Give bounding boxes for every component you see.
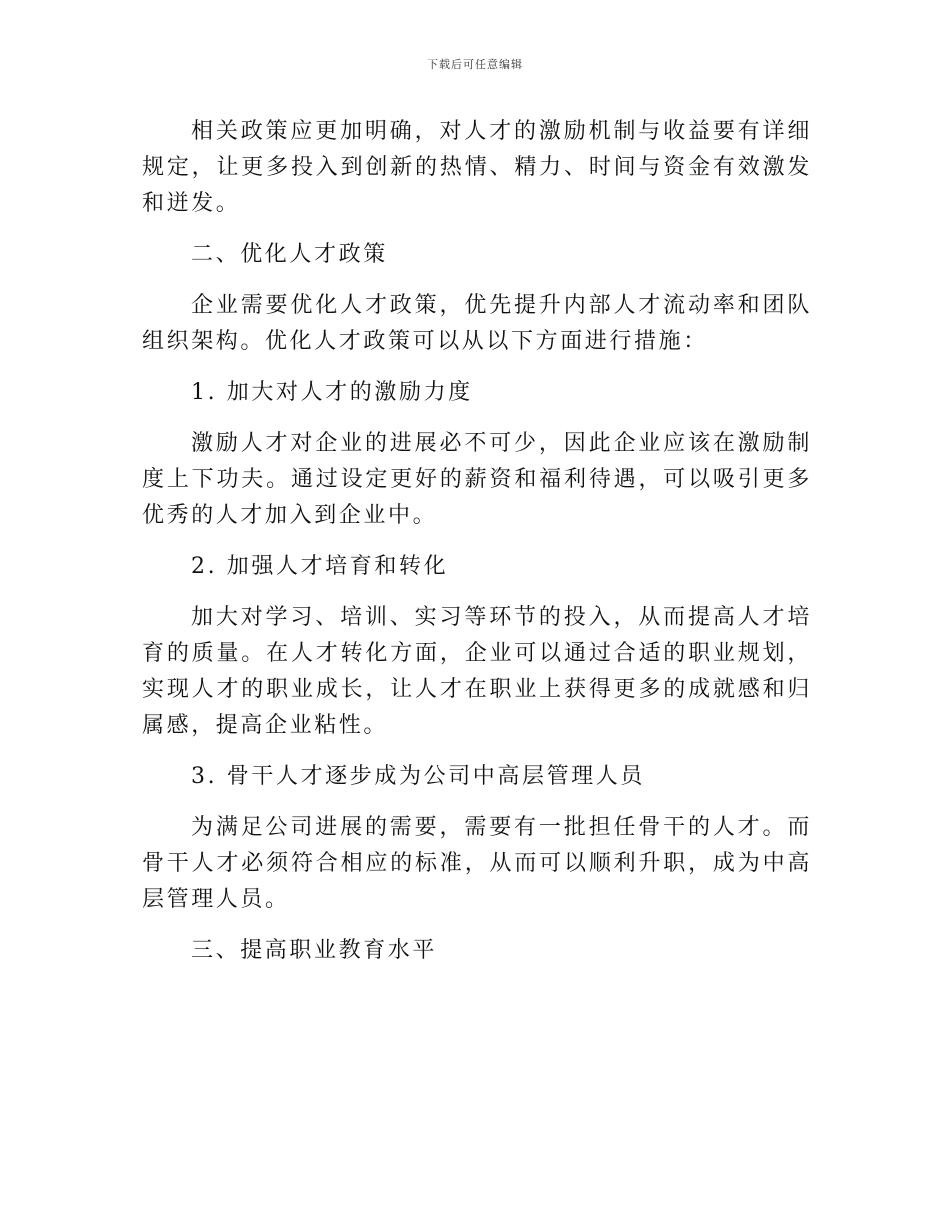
paragraph-policy-clarity: 相关政策应更加明确，对人才的激励机制与收益要有详细规定，让更多投入到创新的热情、精力、时间与资金有效激发和迸发。 — [142, 119, 812, 216]
section-heading-vocational-education: 三、提高职业教育水平 — [191, 938, 438, 963]
section-heading-optimize-talent-policy: 二、优化人才政策 — [191, 242, 388, 267]
paragraph-cultivation: 加大对学习、培训、实习等环节的投入，从而提高人才培育的质量。在人才转化方面，企业可以通过合适的职业规划，实现人才的职业成长，让人才在职业上获得更多的成就感和归属感，提高企业粘性。 — [142, 605, 812, 738]
subheading-backbone-talent: 3. 骨干人才逐步成为公司中高层管理人员 — [191, 764, 645, 789]
paragraph-incentive: 激励人才对企业的进展必不可少，因此企业应该在激励制度上下功夫。通过设定更好的薪资和福利待遇，可以吸引更多优秀的人才加入到企业中。 — [142, 431, 812, 528]
paragraph-optimize-talent-policy: 企业需要优化人才政策，优先提升内部人才流动率和团队组织架构。优化人才政策可以从以下方面进行措施： — [142, 293, 812, 354]
document-body — [142, 114, 812, 984]
subheading-incentive: 1. 加大对人才的激励力度 — [191, 380, 473, 405]
page-header: 下载后可任意编辑 — [427, 58, 523, 71]
paragraph-backbone-talent: 为满足公司进展的需要，需要有一批担任骨干的人才。而骨干人才必须符合相应的标准，从而可以顺利升职，成为中高层管理人员。 — [142, 815, 812, 912]
subheading-cultivation: 2. 加强人才培育和转化 — [191, 554, 449, 579]
